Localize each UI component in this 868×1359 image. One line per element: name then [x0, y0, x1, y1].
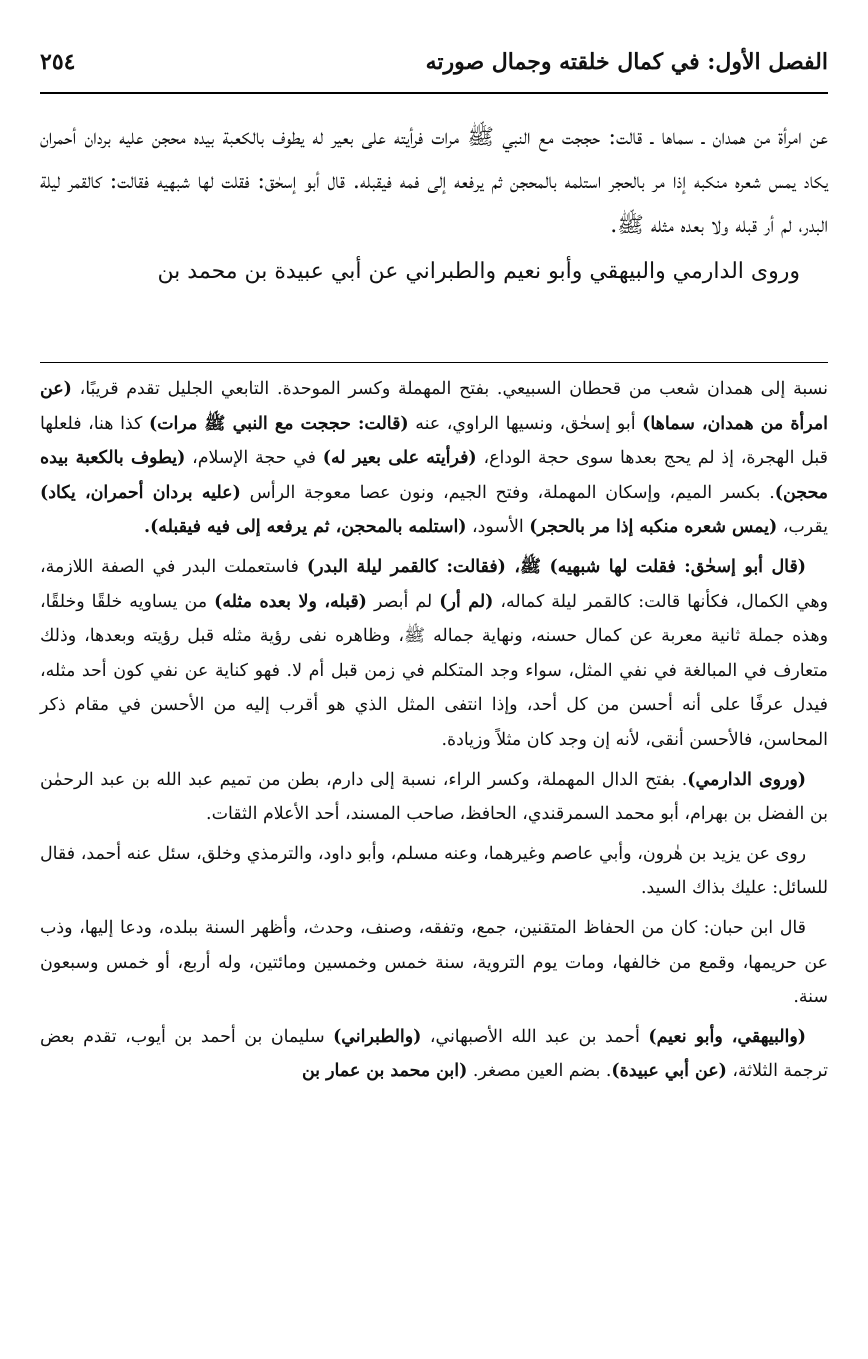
commentary-paragraph-6 [40, 1020, 828, 1089]
note-text: يقرب، [777, 517, 828, 538]
note-text: كذا هنا، فلعلها قبل الهجرة، إذ لم يحج بعدها سوى حجة الوداع، [40, 413, 828, 469]
quoted-phrase: (استلمه بالمحجن، ثم يرفعه إلى فيه فيقبله). [144, 517, 467, 538]
commentary-paragraph-4: روى عن يزيد بن هٰرون، وأبي عاصم وغيرهما، وعنه مسلم، وأبو داود، والترمذي وخلق، سئل عنه أحمد، فقال للسائل: عليك بذاك السيد. [40, 843, 828, 899]
note-text: لم أبصر [366, 591, 440, 612]
commentary [40, 372, 828, 1089]
main-paragraph-2: وروى الدارمي والبيهقي وأبو نعيم والطبراني عن أبي عبيدة بن محمد بن [157, 259, 800, 284]
note-text: من يساويه خلقًا وخلقًا، وهذه جملة ثانية معربة عن كمال حسنه، ونهاية جماله ﷺ، وظاهره نفى رؤية مثله قبل رؤيته وبعدها، وذلك متعارف في المبالغة في نفي المثل، سواء وجد المتكلم في زمن قبل أم لا. فهو كناية عن نفي كون أحد مثله، فيدل عرفًا على أنه أحسن من كل أحد، وإذا انتفى المثل الذي هو أقرب إليه من الأحسن في مقام ذكر المحاسن، فالأحسن أنقى، لأنه إن وجد كان مثلاً وزيادة. [40, 591, 828, 750]
commentary-paragraph-3 [40, 763, 828, 832]
quoted-phrase: (قال أبو إسحٰق: فقلت لها شبهيه) ﷺ، (فقالت: كالقمر ليلة البدر) [306, 556, 806, 577]
main-text [40, 116, 828, 294]
note-text: فاستعملت البدر في الصفة اللازمة، وهي الكمال، فكأنها قالت: كالقمر ليلة كماله، [40, 556, 828, 612]
quoted-phrase: (قبله، ولا بعده مثله) [214, 591, 367, 612]
quoted-phrase: (قالت: حججت مع النبي ﷺ مرات) [148, 413, 409, 434]
page-header [40, 42, 828, 82]
header-rule [40, 92, 828, 94]
note-text: أبو إسحٰق، ونسيها الراوي، عنه [408, 413, 643, 434]
commentary-paragraph-1 [40, 372, 828, 545]
note-text: نسبة إلى همدان شعب من قحطان السبيعي. بفتح المهملة وكسر الموحدة. التابعي الجليل تقدم قريبًا، [71, 379, 828, 399]
quoted-phrase: (يطوف بالكعبة بيده محجن) [40, 448, 828, 503]
quoted-phrase: (ابن محمد بن عمار بن [301, 1061, 468, 1082]
quoted-phrase: (والطبراني) [333, 1026, 422, 1047]
page-number: ٢٥٤ [40, 49, 76, 75]
quoted-phrase: (عن أبي عبيدة) [611, 1061, 727, 1082]
note-text: أحمد بن عبد الله الأصبهاني، [421, 1026, 649, 1047]
footnote-rule [40, 362, 828, 363]
note-text: . بضم العين مصغر. [467, 1061, 612, 1082]
note-text: في حجة الإسلام، [185, 448, 323, 469]
note-text: . بفتح الدال المهملة، وكسر الراء، نسبة إلى دارم، بطن من تميم عبد الله بن عبد الرحمٰن بن الفضل بن بهرام، أبو محمد السمرقندي، الحافظ، صاحب المسند، أحد الأعلام الثقات. [40, 769, 828, 825]
quoted-phrase: (وروى الدارمي) [687, 769, 806, 790]
quoted-phrase: (والبيهقي، وأبو نعيم) [648, 1026, 806, 1047]
note-text: . بكسر الميم، وإسكان المهملة، وفتح الجيم، ونون عصا معوجة الرأس [240, 482, 775, 503]
quoted-phrase: (فرأيته على بعير له) [322, 448, 477, 469]
quoted-phrase: (لم أر) [439, 591, 494, 612]
commentary-paragraph-5: قال ابن حبان: كان من الحفاظ المتقنين، جمع، وتفقه، وصنف، وحدث، وأظهر السنة ببلده، ودعا إليها، وذب عن حريمها، وقمع من خالفها، ومات يوم التروية، سنة خمس وخمسين ومائتين، وله أربع، أو خمس وسبعون سنة. [40, 917, 828, 1008]
quoted-phrase: (يمس شعره منكبه إذا مر بالحجر) [529, 517, 778, 538]
note-text: سليمان بن أحمد بن أيوب، تقدم بعض ترجمة الثلاثة، [40, 1026, 828, 1082]
commentary-paragraph-2 [40, 550, 828, 758]
note-text: الأسود، [466, 517, 530, 538]
chapter-title: الفصل الأول: في كمال خلقته وجمال صورته [425, 49, 828, 75]
quoted-phrase: (عليه بردان أحمران، يكاد) [40, 482, 241, 503]
main-paragraph-1: عن امرأة من همدان ـ سماها ـ قالت: حججت مع النبي ﷺ مرات فرأيته على بعير له يطوف بالكعبة بيده محجن عليه بردان أحمران يكاد يمس شعره منكبه إذا مر بالحجر استلمه بالمحجن ثم يرفعه إلى فمه فيقبله. قال أبو إسحٰق: فقلت لها شبهيه فقالت: كالقمر ليلة البدر، لم أر قبله ولا بعده مثله ﷺ. [40, 125, 828, 238]
quoted-phrase: (عن امرأة من همدان، سماها) [40, 379, 829, 434]
